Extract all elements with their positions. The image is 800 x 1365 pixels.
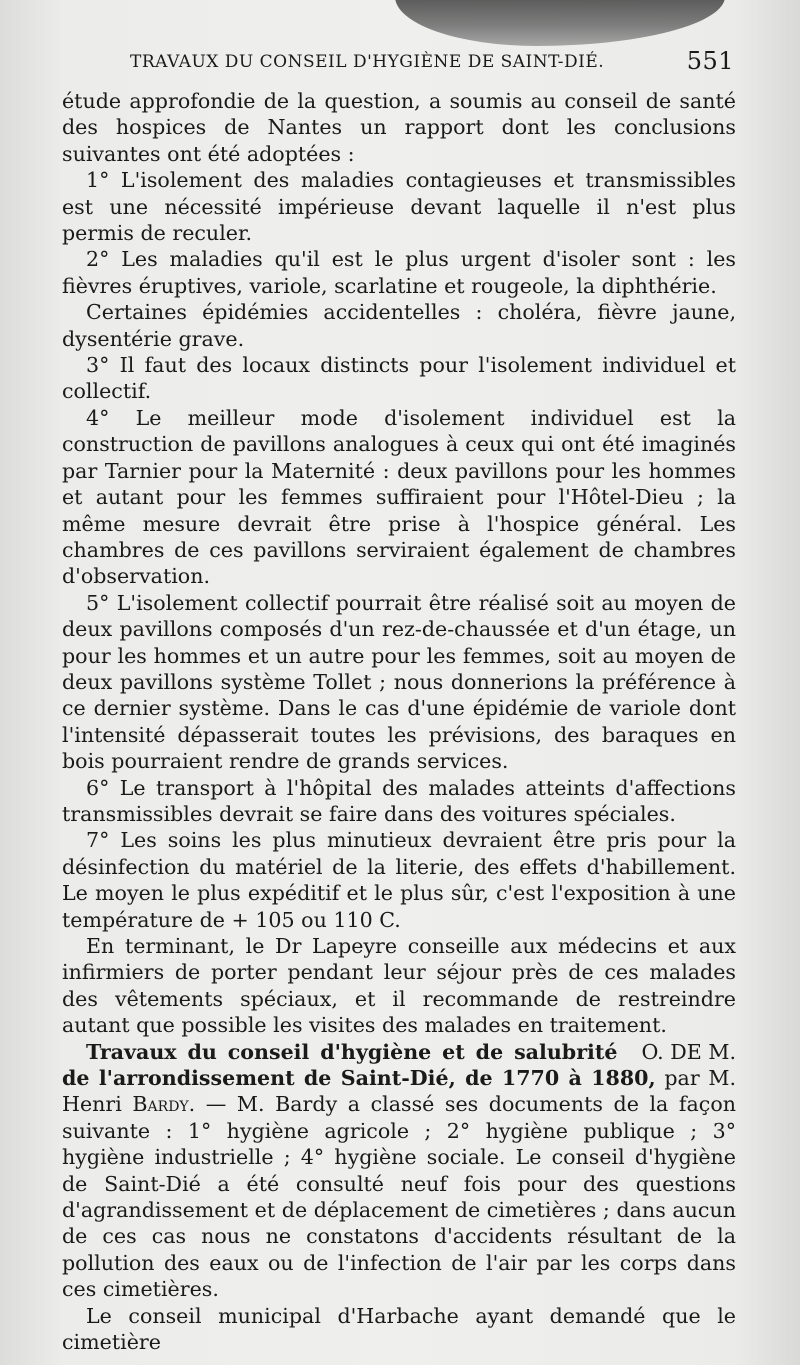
conclusion-3: 3° Il faut des locaux distincts pour l'isolement individuel et collectif. [62, 353, 736, 404]
running-header [62, 42, 740, 78]
review-paragraph [62, 1039, 736, 1303]
last-line: Le conseil municipal d'Harbache ayant demandé que le cimetière [62, 1303, 736, 1355]
conclusion-4: 4° Le meilleur mode d'isolement individuel est la construction de pavillons analogues à ceux qui ont été imaginés par Tarnier pour la Maternité : deux pavillons pour les hommes et autant pour les femmes suffiraient pour l'Hôtel-Dieu ; la même mesure devrait être prise à l'hospice général. Les chambres de ces pavillons serviraient également de chambres d'observation. [62, 405, 736, 589]
closing-paragraph [62, 933, 736, 1064]
page-body [62, 88, 736, 1356]
conclusion-2: 2° Les maladies qu'il est le plus urgent d'isoler sont : les fièvres éruptives, variole, scarlatine et rougeole, la diphthérie. [62, 247, 736, 298]
review-author-name: Bardy. [132, 1092, 196, 1117]
conclusion-5: 5° L'isolement collectif pourrait être réalisé soit au moyen de deux pavillons composés d'un rez-de-chaussée et d'un étage, un pour les hommes et un autre pour les femmes, soit au moyen de deux pavillons système Tollet ; nous donnerions la préférence à ce dernier système. Dans le cas d'une épidémie de variole dont l'intensité dépasserait toutes les prévisions, des baraques en bois pourraient rendre de grands services. [62, 590, 736, 774]
conclusion-1: 1° L'isolement des maladies contagieuses et transmissibles est une nécessité impérieuse devant laquelle il n'est plus permis de reculer. [62, 168, 736, 246]
review-author-prefix: par M. Henri [62, 1066, 737, 1117]
torn-page-edge [395, 0, 725, 46]
page-number: 551 [686, 47, 734, 75]
review-title: Travaux du conseil d'hygiène et de salubrité de l'arrondissement de Saint-Dié, de 1770 à 1880, [62, 1039, 656, 1091]
closing-text: En terminant, le Dr Lapeyre conseille aux médecins et aux infirmiers de porter pendant leur séjour près de ces malades des vêtements spéciaux, et il recommande de restreindre autant que possible les visites des malades en traitement. [62, 934, 736, 1038]
author-signature: O. DE M. [641, 1039, 736, 1064]
paragraph: étude approfondie de la question, a soumis au conseil de santé des hospices de Nantes un rapport dont les conclusions suivantes ont été adoptées : [62, 89, 736, 166]
review-text: — M. Bardy a classé ses documents de la façon suivante : 1° hygiène agricole ; 2° hygiène publique ; 3° hygiène industrielle ; 4° hygiène sociale. Le conseil d'hygiène de Saint-Dié a été consulté neuf fois pour des questions d'agrandissement et de déplacement de cimetières ; dans aucun de ces cas nous ne constatons d'accidents résultant de la pollution des eaux ou de l'infection de l'air par les corps dans ces cimetières. [62, 1092, 736, 1302]
running-title: TRAVAUX DU CONSEIL D'HYGIÈNE DE SAINT-DIÉ. [130, 52, 605, 72]
paragraph: Certaines épidémies accidentelles : choléra, fièvre jaune, dysentérie grave. [62, 300, 736, 351]
conclusion-6: 6° Le transport à l'hôpital des malades atteints d'affections transmissibles devrait se faire dans des voitures spéciales. [62, 775, 736, 826]
conclusion-7: 7° Les soins les plus minutieux devraient être pris pour la désinfection du matériel de la literie, des effets d'habillement. Le moyen le plus expéditif et le plus sûr, c'est l'exposition à une température de + 105 ou 110 C. [62, 828, 736, 932]
